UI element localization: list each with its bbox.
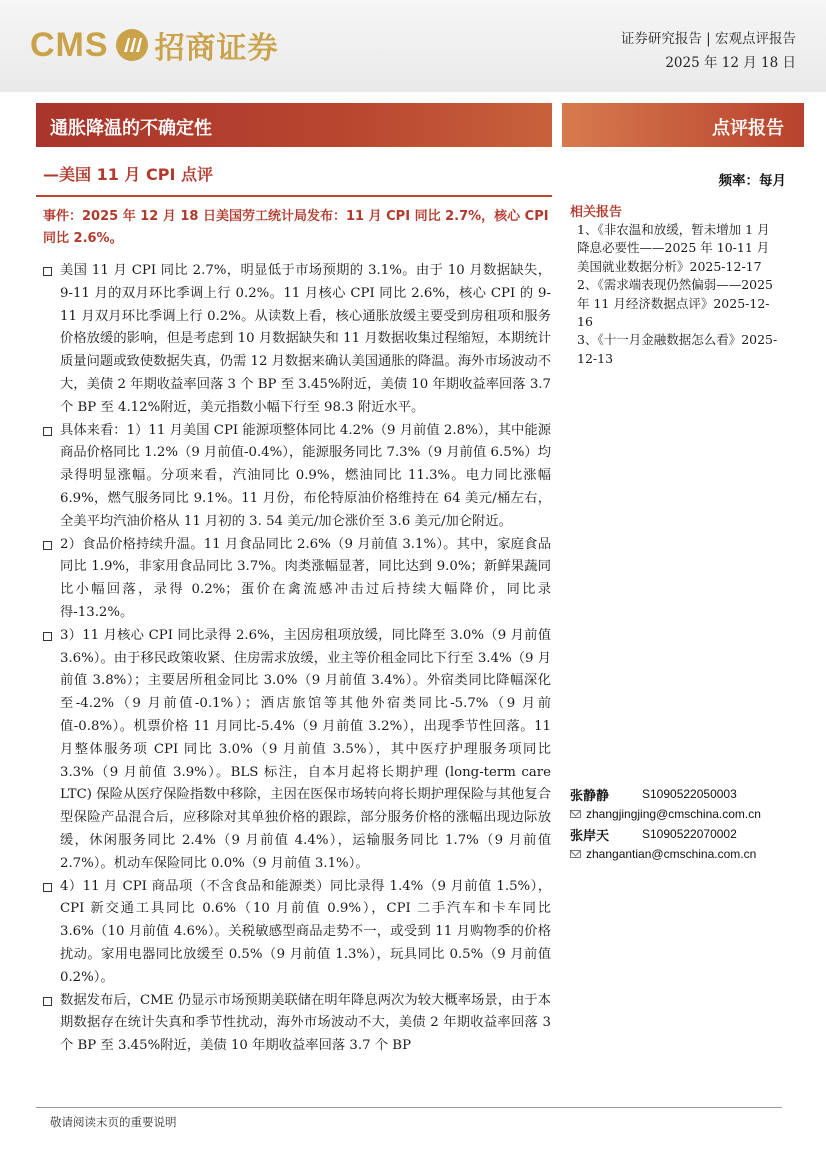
checkbox-bullet-icon <box>43 267 52 276</box>
paragraph-text: 美国 11 月 CPI 同比 2.7%，明显低于市场预期的 3.1%。由于 10 月数据缺失，9-11 月的双月环比季调上行 0.2%。11 月核心 CPI 同比 2.6%，核心 CPI 的 9-11 月双月环比季调上行 0.2%。从读数上看，核心通胀放缓主要受到房租项和服务价格放缓的影响，但是考虑到 10 月数据缺失和 11 月数据收集过程缩短，本期统计质量问题或致使数据失真，仍需 12 月数据来确认美国通胀的降温。海外市场波动不大，美债 2 年期收益率回落 3 个 BP 至 3.45%附近，美债 10 年期收益率回落 3.7 个 BP 至 4.12%附近，美元指数小幅下行至 98.3 附近水平。 <box>60 263 551 415</box>
analyst-cert: S1090522070002 <box>642 827 737 841</box>
logo-emblem-icon <box>115 28 149 62</box>
paragraph-text: 4）11 月 CPI 商品项（不含食品和能源类）同比录得 1.4%（9 月前值 1.5%），CPI 新交通工具同比 0.6%（10 月前值 0.9%），CPI 二手汽车和卡车同比 3.6%（10 月前值 4.6%）。关税敏感型商品走势不一，或受到 11 月购物季的价格扰动。家用电器同比放缓至 0.5%（9 月前值 1.3%），玩具同比 0.5%（9 月前值 0.2%）。 <box>60 878 551 985</box>
event-summary: 事件：2025 年 12 月 18 日美国劳工统计局发布：11 月 CPI 同比 2.7%，核心 CPI 同比 2.6%。 <box>43 209 549 246</box>
body-paragraph <box>43 990 551 1058</box>
analyst-cert: S1090522050003 <box>642 787 737 801</box>
body-paragraph <box>43 260 551 420</box>
report-body <box>43 260 551 1058</box>
report-type: 证券研究报告 | 宏观点评报告 <box>620 31 796 47</box>
related-report-link[interactable]: 1、《非农温和放缓，暂未增加 1 月降息必要性——2025 年 10-11 月美国就业数据分析》2025-12-17 <box>577 222 770 274</box>
report-category: 点评报告 <box>712 118 784 139</box>
analyst-block <box>570 824 810 864</box>
body-paragraph <box>43 420 551 534</box>
body-paragraph <box>43 625 551 876</box>
logo-latin-text: CMS <box>30 25 109 64</box>
related-report-link[interactable]: 3、《十一月金融数据怎么看》2025-12-13 <box>577 332 778 366</box>
body-paragraph <box>43 534 551 625</box>
title-bar <box>36 103 552 147</box>
report-title: 通胀降温的不确定性 <box>50 118 212 139</box>
analyst-email[interactable]: zhangantian@cmschina.com.cn <box>586 847 757 861</box>
checkbox-bullet-icon <box>43 997 52 1006</box>
paragraph-text: 数据发布后，CME 仍显示市场预期美联储在明年降息两次为较大概率场景，由于本期数据存在统计失真和季节性扰动，海外市场波动不大，美债 2 年期收益率回落 3 个 BP 至 3.45%附近，美债 10 年期收益率回落 3.7 个 BP <box>60 992 551 1054</box>
report-date: 2025 年 12 月 18 日 <box>665 55 796 71</box>
analyst-block <box>570 784 810 824</box>
mail-icon <box>570 850 581 858</box>
related-report-link[interactable]: 2、《需求端表现仍然偏弱——2025 年 11 月经济数据点评》2025-12-16 <box>577 277 774 330</box>
analyst-name: 张静静 <box>570 788 610 804</box>
mail-icon <box>570 810 581 818</box>
logo-cn-text: 招商证券 <box>154 31 279 66</box>
checkbox-bullet-icon <box>43 632 52 641</box>
report-subtitle: —美国 11 月 CPI 点评 <box>43 165 213 184</box>
footer-divider <box>36 1107 782 1108</box>
paragraph-text: 2）食品价格持续升温。11 月食品同比 2.6%（9 月前值 3.1%）。其中，家庭食品同比 1.9%，非家用食品同比 3.7%。肉类涨幅显著，同比达到 9.0%；新鲜果蔬同比小幅回落，录得 0.2%；蛋价在禽流感冲击过后持续大幅降价，同比录得-13.2%。 <box>60 536 551 620</box>
analyst-email[interactable]: zhangjingjing@cmschina.com.cn <box>586 807 761 821</box>
checkbox-bullet-icon <box>43 427 52 436</box>
footer-disclaimer: 敬请阅读末页的重要说明 <box>50 1115 177 1129</box>
related-reports-list <box>577 221 781 368</box>
frequency-label: 频率：每月 <box>718 173 786 189</box>
analyst-name: 张岸天 <box>570 828 610 844</box>
checkbox-bullet-icon <box>43 541 52 550</box>
related-reports-heading: 相关报告 <box>570 205 623 220</box>
body-paragraph <box>43 876 551 990</box>
paragraph-text: 具体来看：1）11 月美国 CPI 能源项整体同比 4.2%（9 月前值 2.8%），其中能源商品价格同比 1.2%（9 月前值-0.4%），能源服务同比 7.3%（9 月前值 6.5%）均录得明显涨幅。分项来看，汽油同比 0.9%，燃油同比 11.3%。电力同比涨幅 6.9%，燃气服务同比 9.1%。11 月份，布伦特原油价格维持在 64 美元/桶左右，全美平均汽油价格从 11 月初的 3. 54 美元/加仑涨价至 3.6 美元/加仑附近。 <box>60 422 551 529</box>
paragraph-text: 3）11 月核心 CPI 同比录得 2.6%，主因房租项放缓，同比降至 3.0%（9 月前值 3.6%）。由于移民政策收紧、住房需求放缓，业主等价租金同比下行至 3.4%（9 月前值 3.8%）；主要居所租金同比 3.0%（9 月前值 3.4%）。外宿类同比降幅深化至-4.2%（9 月前值-0.1%）；酒店旅馆等其他外宿类同比-5.7%（9 月前值-0.8%）。机票价格 11 月同比-5.4%（9 月前值 3.2%），出现季节性回落。11 月整体服务项 CPI 同比 3.0%（9 月前值 3.5%），其中医疗护理服务项同比 3.3%（9 月前值 3.9%）。BLS 标注，自本月起将长期护理 (long-term care LTC) 保险从医疗保险指数中移除，主因在医保市场转向将长期护理保险与其他复合型保险产品混合后，应移除对其单独价格的跟踪，部分服务价格的涨幅出现边际放缓，休闲服务同比 2.4%（9 月前值 4.4%），运输服务同比 1.7%（9 月前值 2.7%）。机动车保险同比 0.0%（9 月前值 3.1%）。 <box>60 627 551 871</box>
category-bar <box>562 103 804 147</box>
company-logo <box>30 24 279 66</box>
subtitle-divider <box>36 195 552 197</box>
checkbox-bullet-icon <box>43 883 52 892</box>
